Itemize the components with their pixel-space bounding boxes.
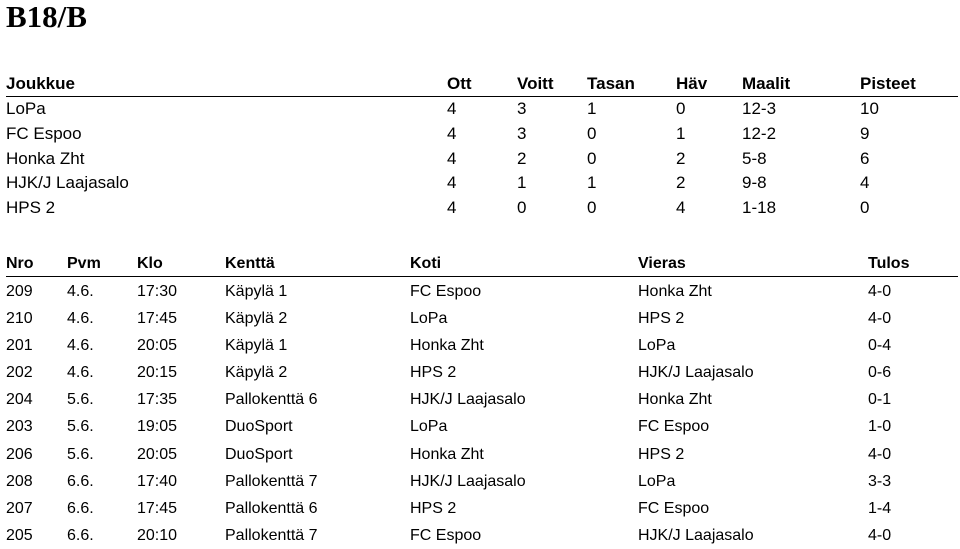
standings-header-joukkue: Joukkue — [6, 74, 75, 93]
goals-cell: 5-8 — [742, 148, 767, 168]
away-team-cell: Honka Zht — [638, 283, 712, 300]
home-team-cell: HPS 2 — [410, 364, 457, 382]
standings-row — [6, 147, 958, 172]
match-number-cell: 206 — [6, 445, 33, 463]
result-cell: 4-0 — [868, 283, 892, 300]
date-cell: 4.6. — [67, 364, 94, 382]
goals-cell: 1-18 — [742, 198, 777, 218]
result-cell: 4-0 — [868, 445, 892, 463]
matches-header-pvm: Pvm — [67, 255, 101, 272]
time-cell: 20:10 — [137, 526, 178, 544]
date-cell: 4.6. — [67, 310, 94, 328]
date-cell: 6.6. — [67, 499, 94, 517]
points-cell: 6 — [860, 148, 870, 168]
home-team-cell: FC Espoo — [410, 283, 482, 300]
match-row — [6, 332, 958, 359]
date-cell: 5.6. — [67, 445, 94, 463]
matches-header-kentta: Kenttä — [225, 255, 275, 272]
match-row — [6, 305, 958, 332]
standings-header-voitt: Voitt — [517, 74, 554, 93]
team-cell: HPS 2 — [6, 198, 56, 218]
away-team-cell: LoPa — [638, 337, 676, 355]
played-cell: 4 — [447, 148, 457, 168]
points-cell: 10 — [860, 99, 879, 118]
field-cell: Pallokenttä 7 — [225, 472, 318, 490]
standings-header-pisteet: Pisteet — [860, 74, 916, 93]
match-row — [6, 386, 958, 413]
points-cell: 4 — [860, 173, 870, 193]
standings-table — [6, 72, 958, 221]
matches-table — [6, 251, 958, 549]
away-team-cell: LoPa — [638, 472, 676, 490]
match-number-cell: 210 — [6, 310, 33, 328]
field-cell: DuoSport — [225, 418, 293, 436]
date-cell: 5.6. — [67, 418, 94, 436]
time-cell: 17:30 — [137, 283, 178, 300]
losses-cell: 4 — [676, 198, 686, 218]
match-row — [6, 413, 958, 440]
away-team-cell: HJK/J Laajasalo — [638, 526, 754, 544]
away-team-cell: HPS 2 — [638, 310, 685, 328]
result-cell: 0-1 — [868, 391, 892, 409]
date-cell: 6.6. — [67, 526, 94, 544]
losses-cell: 0 — [676, 99, 686, 118]
match-number-cell: 203 — [6, 418, 33, 436]
standings-header-maalit: Maalit — [742, 74, 791, 93]
home-team-cell: FC Espoo — [410, 526, 482, 544]
match-row — [6, 468, 958, 495]
wins-cell: 1 — [517, 173, 527, 193]
standings-row — [6, 196, 958, 221]
wins-cell: 0 — [517, 198, 527, 218]
away-team-cell: Honka Zht — [638, 391, 712, 409]
goals-cell: 9-8 — [742, 173, 767, 193]
points-cell: 0 — [860, 198, 870, 218]
time-cell: 20:05 — [137, 337, 178, 355]
match-row — [6, 495, 958, 522]
matches-header-klo: Klo — [137, 255, 163, 272]
wins-cell: 3 — [517, 99, 527, 118]
away-team-cell: FC Espoo — [638, 418, 710, 436]
draws-cell: 0 — [587, 148, 597, 168]
standings-header-hav: Häv — [676, 74, 708, 93]
time-cell: 17:40 — [137, 472, 178, 490]
losses-cell: 1 — [676, 123, 686, 143]
date-cell: 5.6. — [67, 391, 94, 409]
date-cell: 6.6. — [67, 472, 94, 490]
date-cell: 4.6. — [67, 337, 94, 355]
match-row — [6, 441, 958, 468]
away-team-cell: FC Espoo — [638, 499, 710, 517]
draws-cell: 1 — [587, 99, 597, 118]
standings-header-tasan: Tasan — [587, 74, 635, 93]
home-team-cell: LoPa — [410, 310, 448, 328]
draws-cell: 1 — [587, 173, 597, 193]
home-team-cell: Honka Zht — [410, 337, 484, 355]
time-cell: 20:05 — [137, 445, 178, 463]
points-cell: 9 — [860, 123, 870, 143]
home-team-cell: HJK/J Laajasalo — [410, 472, 526, 490]
team-cell: HJK/J Laajasalo — [6, 173, 129, 193]
match-row — [6, 522, 958, 549]
draws-cell: 0 — [587, 198, 597, 218]
match-number-cell: 204 — [6, 391, 33, 409]
field-cell: Käpylä 1 — [225, 283, 288, 300]
home-team-cell: LoPa — [410, 418, 448, 436]
losses-cell: 2 — [676, 173, 686, 193]
goals-cell: 12-3 — [742, 99, 777, 118]
match-number-cell: 205 — [6, 526, 33, 544]
page-title: B18/B — [6, 0, 87, 34]
result-cell: 1-4 — [868, 499, 892, 517]
standings-row — [6, 97, 958, 122]
field-cell: Pallokenttä 7 — [225, 526, 318, 544]
team-cell: FC Espoo — [6, 123, 82, 143]
match-number-cell: 201 — [6, 337, 33, 355]
time-cell: 19:05 — [137, 418, 178, 436]
matches-header-row — [6, 251, 958, 277]
matches-header-vieras: Vieras — [638, 255, 686, 272]
standings-header-ott: Ott — [447, 74, 472, 93]
losses-cell: 2 — [676, 148, 686, 168]
time-cell: 17:35 — [137, 391, 178, 409]
goals-cell: 12-2 — [742, 123, 777, 143]
result-cell: 4-0 — [868, 310, 892, 328]
home-team-cell: HPS 2 — [410, 499, 457, 517]
match-row — [6, 359, 958, 386]
time-cell: 20:15 — [137, 364, 178, 382]
matches-header-koti: Koti — [410, 255, 442, 272]
field-cell: Pallokenttä 6 — [225, 499, 318, 517]
standings-header-row — [6, 72, 958, 97]
standings-row — [6, 171, 958, 196]
match-number-cell: 208 — [6, 472, 33, 490]
matches-header-tulos: Tulos — [868, 255, 910, 272]
away-team-cell: HPS 2 — [638, 445, 685, 463]
standings-row — [6, 122, 958, 147]
away-team-cell: HJK/J Laajasalo — [638, 364, 754, 382]
wins-cell: 2 — [517, 148, 527, 168]
time-cell: 17:45 — [137, 310, 178, 328]
result-cell: 1-0 — [868, 418, 892, 436]
draws-cell: 0 — [587, 123, 597, 143]
result-cell: 3-3 — [868, 472, 892, 490]
date-cell: 4.6. — [67, 283, 94, 300]
match-row — [6, 278, 958, 305]
field-cell: Käpylä 1 — [225, 337, 288, 355]
matches-header-nro: Nro — [6, 255, 34, 272]
result-cell: 0-6 — [868, 364, 892, 382]
team-cell: Honka Zht — [6, 148, 85, 168]
match-number-cell: 209 — [6, 283, 33, 300]
field-cell: Pallokenttä 6 — [225, 391, 318, 409]
field-cell: Käpylä 2 — [225, 364, 288, 382]
played-cell: 4 — [447, 123, 457, 143]
result-cell: 4-0 — [868, 526, 892, 544]
result-cell: 0-4 — [868, 337, 892, 355]
played-cell: 4 — [447, 99, 457, 118]
team-cell: LoPa — [6, 99, 46, 118]
field-cell: Käpylä 2 — [225, 310, 288, 328]
home-team-cell: HJK/J Laajasalo — [410, 391, 526, 409]
field-cell: DuoSport — [225, 445, 293, 463]
home-team-cell: Honka Zht — [410, 445, 484, 463]
wins-cell: 3 — [517, 123, 527, 143]
match-number-cell: 207 — [6, 499, 33, 517]
played-cell: 4 — [447, 198, 457, 218]
played-cell: 4 — [447, 173, 457, 193]
match-number-cell: 202 — [6, 364, 33, 382]
time-cell: 17:45 — [137, 499, 178, 517]
